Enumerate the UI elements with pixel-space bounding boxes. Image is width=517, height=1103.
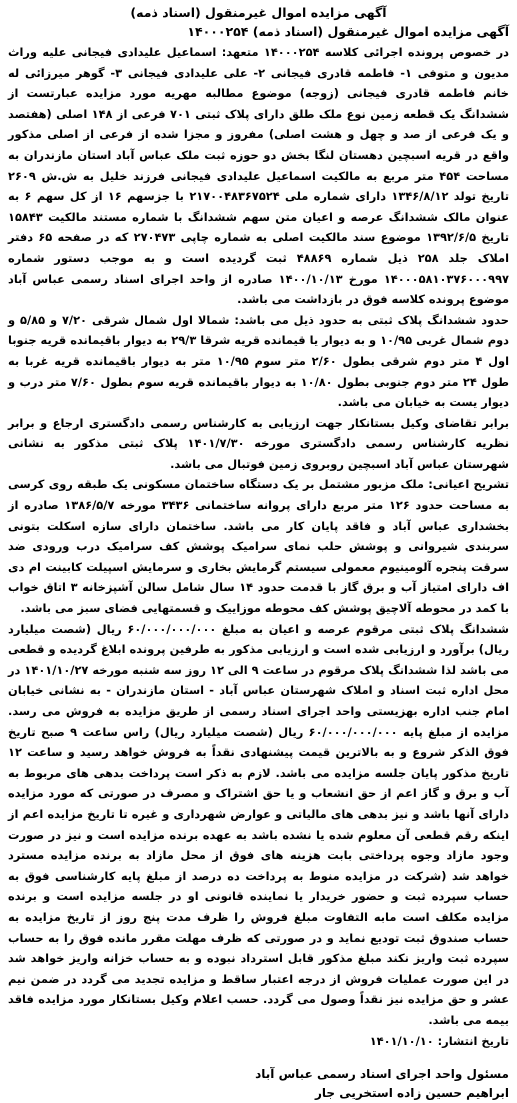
paragraph-expert-assessment: برابر تقاضای وکیل بستانکار جهت ارزیابی به کارشناس رسمی دادگستری ارجاع و برابر نظریه کارشناس رسمی دادگستری مورخه ۱۴۰۱/۷/۳۰ پلاک ثبتی مذکور به نشانی شهرستان عباس آباد اسبچین روبروی زمین فوتبال می باشد.	[8, 415, 509, 471]
paragraph-property-description: در خصوص پرونده اجرائی کلاسه ۱۴۰۰۰۲۵۴ متعهد: اسماعیل علیدادی فیجانی علیه وراث مدیون و متوفی ۱- فاطمه قادری فیجانی ۲- علی علیدادی فیجانی ۳- گوهر میرزائی له خانم فاطمه قادری فیجانی (زوجه) موضوع مطالبه مهریه مورد مزایده عبارتست از ششدانگ یک قطعه زمین نوع ملک طلق دارای پلاک ثبتی ۷۰۱ فرعی از ۱۴۸ اصلی (هفتصد و یک فرعی از صد و چهل و هشت اصلی) مفروز و مجزا شده از فرعی از اصلی مذکور واقع در قریه اسبچین دهستان لنگا بخش دو حوزه ثبت ملک عباس آباد استان مازندران به مساحت ۴۵۴ متر مربع به مالکیت اسماعیل علیدادی فیجانی فرزند خلیل به ش.ش ۲۶۰۹ تاریخ تولد ۱۳۴۶/۸/۱۲ دارای شماره ملی ۲۱۷۰۰۴۸۳۶۷۵۲۴ با جزسهم ۱۶ از کل سهم ۶ به عنوان مالک ششدانگ عرصه و اعیان متن سهم ششدانگ با شماره مستند مالکیت ۱۵۸۴۳ تاریخ ۱۳۹۲/۶/۵ موضوع سند مالکیت اصلی به شماره چاپی ۲۷۰۴۷۳ که در صفحه ۶۵ دفتر املاک جلد ۲۵۸ ذیل شماره ۴۸۸۶۹ ثبت گردیده است و به موجب دستور شماره ۱۴۰۰۰۵۸۱۰۳۷۶۰۰۰۹۹۷ مورخ ۱۴۰۰/۱۰/۱۳ صادره از واحد اجرای اسناد رسمی عباس آباد موضوع پرونده کلاسه فوق در بازداشت می باشد.	[8, 45, 510, 307]
publication-date: تاریخ انتشار: ۱۴۰۱/۱۰/۱۰	[369, 1033, 509, 1048]
paragraph-building-details: تشریح اعیانی: ملک مزبور مشتمل بر یک دستگاه ساختمان مسکونی یک طبقه روی کرسی به مساحت حدود ۱۲۶ متر مربع دارای پروانه ساختمانی ۳۴۳۶ مورخه ۱۳۸۶/۵/۷ صادره از بخشداری عباس آباد و فاقد پایان کار می باشد. ساختمان دارای سازه اسکلت بتونی سربندی شیروانی و پوشش حلب نمای سرامیک پوشش کف سرامیک درب ورودی ضد سرقت پنجره آلومینیوم معمولی سیستم گرمایش بخاری و سرمایش اسپیلت کابینت ام دی اف دارای امتیاز آب و برق گاز با قدمت حدود ۱۴ سال شامل سالن آشپزخانه ۳ اتاق خواب با کمد در محوطه آلاچیق پوشش کف محوطه موزاییک و قسمتهایی فضای سبز می باشد.	[8, 477, 510, 616]
paragraph-boundaries: حدود ششدانگ پلاک ثبتی به حدود ذیل می باشد: شمالا اول شمال شرقی ۷/۲۰ و ۵/۸۵ و دوم شمال غربی ۱۰/۹۵ و به دیوار یا قیمانده قریه شرقا ۲۹/۳ به دیوار باقیمانده قریه جنوبا اول ۴ متر دوم شرقی بطول ۲/۶۰ متر سوم ۱۰/۹۵ متر به دیوار باقیمانده قریه غربا به طول ۲۴ متر دوم جنوبی بطول ۱۰/۸۰ به دیوار باقیمانده قریه سوم بطول ۷/۶۰ متر درب و دیوار یست به خیابان می باشد.	[8, 312, 510, 410]
signature-name: ابراهیم حسین زاده استخریی جار	[315, 1086, 509, 1101]
paragraph-auction-terms: ششدانگ پلاک ثبتی مرقوم عرصه و اعیان به مبلغ ۶۰/۰۰۰/۰۰۰/۰۰۰ ریال (شصت میلیارد ریال) برآورد و ارزیابی شده است و ارزیابی مذکور به طرفین پرونده ابلاغ گردیده و قطعی می باشد لذا ششدانگ پلاک مرقوم در ساعت ۹ الی ۱۲ روز سه شنبه مورخه ۱۴۰۱/۱۰/۲۷ در محل اداره ثبت اسناد و املاک شهرستان عباس آباد - استان مازندران - به نشانی خیابان امام جنب اداره بهزیستی واحد اجرای اسناد رسمی از طریق مزایده به فروش می رسد. مزایده از مبلغ پایه ۶۰/۰۰۰/۰۰۰/۰۰۰ ریال (شصت میلیارد ریال) راس ساعت ۹ صبح تاریخ فوق الذکر شروع و به بالاترین قیمت پیشنهادی نقداً به فروش خواهد رسید و ساعت ۱۲ تاریخ مذکور پایان جلسه مزایده می باشد. لازم به ذکر است پرداخت بدهی های مربوط به آب و برق و گاز اعم از حق انشعاب و یا حق اشتراک و مصرف در صورتی که مورد مزایده دارای آنها باشد و نیز بدهی های مالیاتی و عوارض شهرداری و غیره تا تاریخ مزایده اعم از اینکه رقم قطعی آن معلوم شده یا نشده باشد به عهده برنده مزایده است و نیز در صورت وجود مازاد وجوه پرداختی بابت هزینه های فوق از محل مازاد به برنده مزایده مسترد خواهد شد (شرکت در مزایده منوط به پرداخت ده درصد از مبلغ پایه کارشناسی فوق به حساب سپرده ثبت و حضور خریدار یا نماینده قانونی او در جلسه مزایده است و برنده مزایده مکلف است مابه التفاوت مبلغ فروش را ظرف مدت پنج روز از تاریخ مزایده به حساب صندوق ثبت تودیع نماید و در صورتی که ظرف مهلت مقرر مانده فوق را به حساب سپرده ثبت واریز نکند مبلغ مذکور قابل استرداد نبوده و به حساب خزانه واریز خواهد شد در این صورت عملیات فروش از درجه اعتبار ساقط و مزایده تجدید می گردد در ضمن نیم عشر و حق مزایده نیز نقداً وصول می گردد. حسب اعلام وکیل بستانکار مورد مزایده فاقد بیمه می باشد.	[8, 621, 509, 1027]
signature-title: مسئول واحد اجرای اسناد رسمی عباس آباد	[255, 1067, 509, 1082]
signature-block	[8, 1065, 509, 1103]
notice-sub-title: آگهی مزایده اموال غیرمنقول (اسناد ذمه) ۱۴۰۰۰۲۵۴	[187, 24, 509, 39]
notice-top-title: آگهی مزایده اموال غیرمنقول (اسناد ذمه)	[130, 5, 387, 20]
